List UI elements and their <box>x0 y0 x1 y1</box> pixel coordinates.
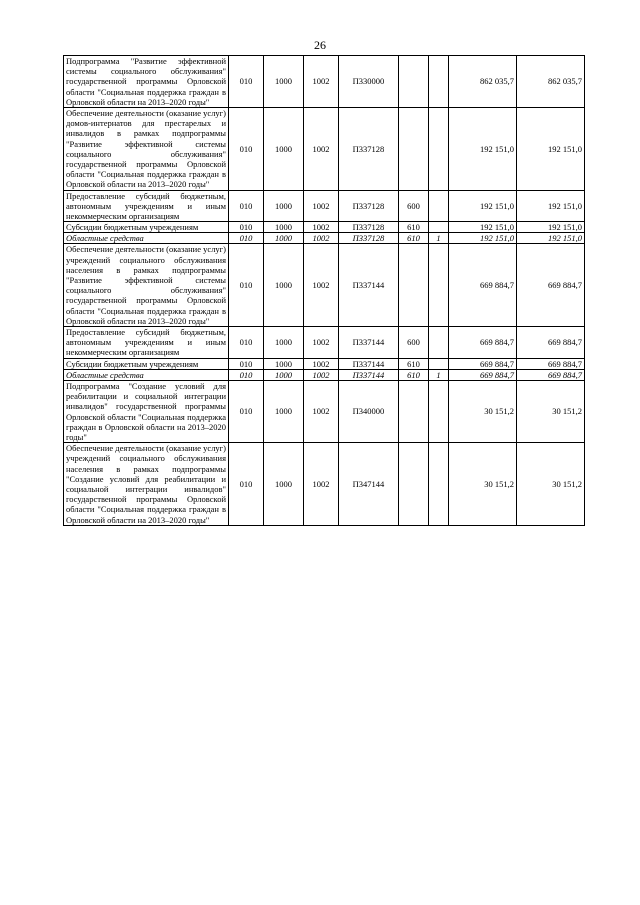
section-code-cell: 1000 <box>264 233 304 244</box>
target-article-code-cell: П337128 <box>339 233 399 244</box>
amount-total-cell: 669 884,7 <box>517 327 585 359</box>
funding-source-code-cell: 1 <box>429 369 449 380</box>
expense-type-code-cell: 610 <box>399 222 429 233</box>
table-row <box>64 380 585 442</box>
target-article-code-cell: П337128 <box>339 108 399 191</box>
amount-total-cell: 30 151,2 <box>517 443 585 526</box>
section-code-cell: 1000 <box>264 56 304 108</box>
subsection-code-cell: 1002 <box>304 327 339 359</box>
amount-approved-cell: 669 884,7 <box>449 369 517 380</box>
section-code-cell: 1000 <box>264 190 304 222</box>
table-body <box>64 56 585 526</box>
subsection-code-cell: 1002 <box>304 222 339 233</box>
expense-type-code-cell: 600 <box>399 190 429 222</box>
ministry-code-cell: 010 <box>229 190 264 222</box>
subsection-code-cell: 1002 <box>304 190 339 222</box>
expense-type-code-cell: 610 <box>399 369 429 380</box>
subsection-code-cell: 1002 <box>304 369 339 380</box>
amount-approved-cell: 192 151,0 <box>449 190 517 222</box>
amount-total-cell: 862 035,7 <box>517 56 585 108</box>
funding-source-row <box>64 233 585 244</box>
target-article-code-cell: П337144 <box>339 244 399 327</box>
subsection-code-cell: 1002 <box>304 380 339 442</box>
section-code-cell: 1000 <box>264 443 304 526</box>
ministry-code-cell: 010 <box>229 222 264 233</box>
amount-approved-cell: 669 884,7 <box>449 327 517 359</box>
table-row <box>64 222 585 233</box>
section-code-cell: 1000 <box>264 108 304 191</box>
amount-total-cell: 192 151,0 <box>517 190 585 222</box>
amount-total-cell: 192 151,0 <box>517 108 585 191</box>
expense-type-code-cell: 600 <box>399 327 429 359</box>
amount-approved-cell: 30 151,2 <box>449 443 517 526</box>
subsection-code-cell: 1002 <box>304 233 339 244</box>
target-article-code-cell: П337128 <box>339 190 399 222</box>
funding-source-code-cell <box>429 222 449 233</box>
row-name-cell: Субсидии бюджетным учреждениям <box>64 358 229 369</box>
amount-total-cell: 192 151,0 <box>517 222 585 233</box>
funding-source-row <box>64 369 585 380</box>
funding-source-code-cell <box>429 108 449 191</box>
amount-total-cell: 192 151,0 <box>517 233 585 244</box>
amount-approved-cell: 669 884,7 <box>449 244 517 327</box>
subsection-code-cell: 1002 <box>304 56 339 108</box>
row-name-cell: Обеспечение деятельности (оказание услуг) учреждений социального обслуживания населения в рамках подпрограммы "Создание условий для реабилитации и социальной интеграции инвалидов" государственной программы Орловской области "Социальная поддержка граждан в Орловской области на 2013–2020 годы" <box>64 443 229 526</box>
section-code-cell: 1000 <box>264 358 304 369</box>
amount-approved-cell: 192 151,0 <box>449 108 517 191</box>
row-name-cell: Обеспечение деятельности (оказание услуг) домов-интернатов для престарелых и инвалидов в рамках подпрограммы "Развитие эффективной системы социального обслуживания" государственной программы Орловской области "Социальная поддержка граждан в Орловской области на 2013–2020 годы" <box>64 108 229 191</box>
funding-source-code-cell <box>429 358 449 369</box>
table-row <box>64 108 585 191</box>
row-name-cell: Областные средства <box>64 233 229 244</box>
row-name-cell: Подпрограмма "Создание условий для реабилитации и социальной интеграции инвалидов" государственной программы Орловской области "Социальная поддержка граждан в Орловской области на 2013–2020 годы" <box>64 380 229 442</box>
page-number: 26 <box>314 38 326 52</box>
expense-type-code-cell <box>399 443 429 526</box>
table-row <box>64 190 585 222</box>
table-row <box>64 327 585 359</box>
amount-total-cell: 669 884,7 <box>517 358 585 369</box>
subsection-code-cell: 1002 <box>304 358 339 369</box>
ministry-code-cell: 010 <box>229 233 264 244</box>
funding-source-code-cell <box>429 244 449 327</box>
target-article-code-cell: П337128 <box>339 222 399 233</box>
funding-source-code-cell <box>429 380 449 442</box>
section-code-cell: 1000 <box>264 380 304 442</box>
target-article-code-cell: П347144 <box>339 443 399 526</box>
ministry-code-cell: 010 <box>229 56 264 108</box>
amount-total-cell: 669 884,7 <box>517 369 585 380</box>
table-row <box>64 244 585 327</box>
section-code-cell: 1000 <box>264 244 304 327</box>
funding-source-code-cell <box>429 190 449 222</box>
subsection-code-cell: 1002 <box>304 443 339 526</box>
amount-approved-cell: 669 884,7 <box>449 358 517 369</box>
ministry-code-cell: 010 <box>229 358 264 369</box>
row-name-cell: Субсидии бюджетным учреждениям <box>64 222 229 233</box>
ministry-code-cell: 010 <box>229 327 264 359</box>
expense-type-code-cell <box>399 380 429 442</box>
funding-source-code-cell: 1 <box>429 233 449 244</box>
funding-source-code-cell <box>429 443 449 526</box>
amount-total-cell: 30 151,2 <box>517 380 585 442</box>
expense-type-code-cell: 610 <box>399 358 429 369</box>
expense-type-code-cell <box>399 108 429 191</box>
table-row <box>64 56 585 108</box>
amount-approved-cell: 30 151,2 <box>449 380 517 442</box>
target-article-code-cell: П340000 <box>339 380 399 442</box>
ministry-code-cell: 010 <box>229 380 264 442</box>
row-name-cell: Подпрограмма "Развитие эффективной системы социального обслуживания" государственной программы Орловской области "Социальная поддержка граждан в Орловской области на 2013–2020 годы" <box>64 56 229 108</box>
target-article-code-cell: П330000 <box>339 56 399 108</box>
funding-source-code-cell <box>429 327 449 359</box>
ministry-code-cell: 010 <box>229 443 264 526</box>
section-code-cell: 1000 <box>264 222 304 233</box>
subsection-code-cell: 1002 <box>304 108 339 191</box>
row-name-cell: Обеспечение деятельности (оказание услуг) учреждений социального обслуживания населения в рамках подпрограммы "Развитие эффективной системы социального обслуживания" государственной программы Орловской области "Социальная поддержка граждан в Орловской области на 2013–2020 годы" <box>64 244 229 327</box>
expense-type-code-cell <box>399 56 429 108</box>
table-row <box>64 443 585 526</box>
ministry-code-cell: 010 <box>229 108 264 191</box>
expense-type-code-cell: 610 <box>399 233 429 244</box>
section-code-cell: 1000 <box>264 369 304 380</box>
row-name-cell: Предоставление субсидий бюджетным, автономным учреждениям и иным некоммерческим организациям <box>64 327 229 359</box>
ministry-code-cell: 010 <box>229 369 264 380</box>
amount-approved-cell: 192 151,0 <box>449 233 517 244</box>
section-code-cell: 1000 <box>264 327 304 359</box>
ministry-code-cell: 010 <box>229 244 264 327</box>
expense-type-code-cell <box>399 244 429 327</box>
amount-approved-cell: 192 151,0 <box>449 222 517 233</box>
funding-source-code-cell <box>429 56 449 108</box>
budget-table <box>63 55 585 526</box>
row-name-cell: Предоставление субсидий бюджетным, автономным учреждениям и иным некоммерческим организациям <box>64 190 229 222</box>
table-row <box>64 358 585 369</box>
target-article-code-cell: П337144 <box>339 327 399 359</box>
subsection-code-cell: 1002 <box>304 244 339 327</box>
target-article-code-cell: П337144 <box>339 369 399 380</box>
row-name-cell: Областные средства <box>64 369 229 380</box>
amount-total-cell: 669 884,7 <box>517 244 585 327</box>
amount-approved-cell: 862 035,7 <box>449 56 517 108</box>
target-article-code-cell: П337144 <box>339 358 399 369</box>
